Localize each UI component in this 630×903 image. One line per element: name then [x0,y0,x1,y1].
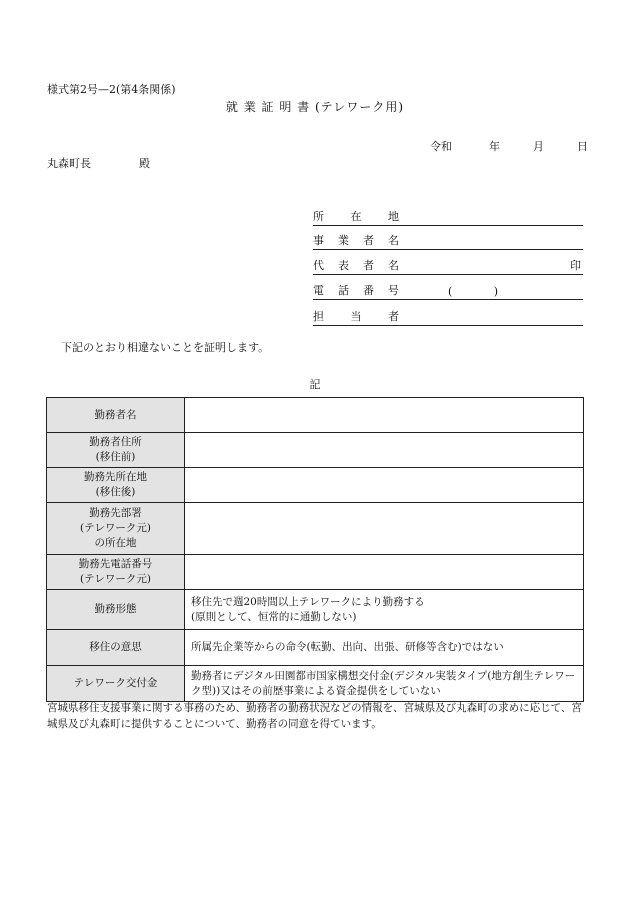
table-row [47,468,584,503]
date-day: 日 [577,140,588,153]
grant-value: 勤務者にデジタル田園都市国家構想交付金(デジタル実装タイプ(地方創生テレワーク型))又はその前歴事業による資金提供をしていない [185,666,584,702]
document-title: 就 業 証 明 書 (テレワーク用) [225,100,405,114]
work-phone-label: 勤務先電話番号 (テレワーク元) [47,555,185,590]
work-style-label: 勤務形態 [47,590,185,630]
worker-name-label: 勤務者名 [47,398,185,433]
table-row [47,503,584,555]
address-label: 所 在 地 [313,210,399,223]
consent-footnote: 宮城県移住支援事業に関する事務のため、勤務者の勤務状況などの情報を、宮城県及び丸森町の求めに応じて、宮城県及び丸森町に提供することについて、勤務者の同意を得ています。 [47,702,582,730]
business-name-field[interactable] [313,232,583,250]
phone-parens: ( ) [448,285,498,298]
grant-label: テレワーク交付金 [47,666,185,702]
date-era: 令和 [430,140,452,153]
worker-address-value[interactable] [185,433,584,468]
table-row [47,433,584,468]
department-label: 勤務先部署 (テレワーク元) の所在地 [47,503,185,555]
table-row [47,590,584,630]
date-line [430,138,592,154]
representative-field[interactable] [313,257,583,275]
phone-label: 電 話 番 号 [313,284,399,297]
certificate-table [46,397,584,702]
table-row [47,398,584,433]
representative-label: 代 表 者 名 [313,259,399,272]
intention-value: 所属先企業等からの命令(転勤、出向、出張、研修等含む)ではない [185,630,584,666]
addressee [47,155,150,171]
form-number: 様式第2号—2(第4条関係) [47,83,176,96]
seal-mark: 印 [570,259,581,272]
date-year: 年 [489,140,500,153]
contact-person-label: 担 当 者 [313,310,399,323]
address-field[interactable] [313,208,583,226]
work-phone-value[interactable] [185,555,584,590]
work-location-label: 勤務先所在地 (移住後) [47,468,185,503]
certify-statement: 下記のとおり相違ないことを証明します。 [61,341,270,354]
addressee-name: 丸森町長 [47,157,91,170]
worker-address-label: 勤務者住所 (移住前) [47,433,185,468]
work-style-value: 移住先で週20時間以上テレワークにより勤務する (原則として、恒常的に通勤しない) [185,590,584,630]
business-name-label: 事 業 者 名 [313,234,399,247]
contact-person-field[interactable] [313,308,583,326]
addressee-honorific: 殿 [139,157,150,170]
department-value[interactable] [185,503,584,555]
date-month: 月 [533,140,544,153]
ki-heading: 記 [309,378,321,391]
worker-name-value[interactable] [185,398,584,433]
phone-field[interactable] [313,282,583,300]
work-location-value[interactable] [185,468,584,503]
table-row [47,630,584,666]
intention-label: 移住の意思 [47,630,185,666]
table-row [47,555,584,590]
table-row [47,666,584,702]
